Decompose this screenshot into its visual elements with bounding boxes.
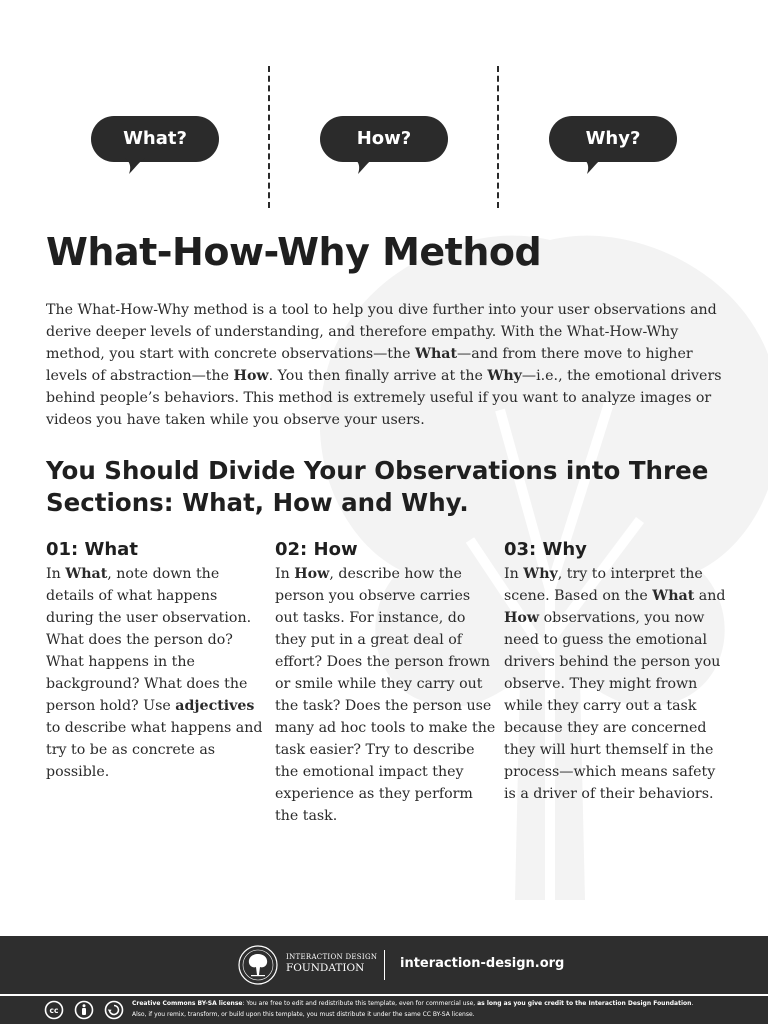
text-fragment: In	[504, 566, 524, 582]
text-bold: Why	[523, 566, 558, 582]
what-bubble-label: What?	[123, 128, 187, 149]
question-bubbles	[0, 62, 768, 212]
site-link[interactable]: interaction-design.org	[400, 956, 565, 971]
column-heading: 01: What	[46, 539, 138, 560]
what-bubble	[91, 116, 219, 162]
column-what	[46, 537, 268, 783]
text-fragment: and	[694, 588, 726, 604]
text-fragment: In	[275, 566, 295, 582]
by-icon	[74, 1000, 94, 1020]
license-text	[132, 998, 762, 1020]
divider-dashed-1	[268, 66, 270, 208]
column-text	[504, 563, 726, 805]
column-why	[504, 537, 726, 805]
license-name: Creative Commons BY-SA license	[132, 1000, 243, 1007]
license-fragment: : You are free to edit and redistribute this template, even for commercial use,	[242, 1000, 478, 1007]
column-how	[275, 537, 497, 827]
section-subtitle: You Should Divide Your Observations into Three Sections: What, How and Why.	[46, 456, 709, 517]
intro-text: The What-How-Why method is a tool to help you dive further into your user observations and derive deeper levels of understanding, and therefore empathy. With the What-How-Why method, you start with concrete observations—the	[46, 302, 717, 362]
text-bold: What	[652, 588, 695, 604]
column-heading: 03: Why	[504, 539, 587, 560]
intro-text: . You then finally arrive at the	[268, 368, 488, 384]
footer-separator	[0, 994, 768, 996]
text-fragment: observations, you now need to guess the emotional drivers behind the person you observe. They might frown while they carry out a task because they are concerned they will hurt themself in the process—which means safety is a driver of their behaviors.	[504, 610, 721, 802]
intro-text: —i.e., the emotional drivers behind people’s behaviors. This method is extremely useful if you want to analyze images or videos you have taken while you observe your users.	[46, 368, 722, 428]
speech-tail-icon	[354, 158, 374, 174]
text-fragment: to describe what happens and try to be as concrete as possible.	[46, 720, 263, 780]
intro-why: Why	[487, 368, 522, 384]
text-bold: adjectives	[175, 698, 255, 714]
logo-line-1: INTERACTION DESIGN	[286, 953, 378, 961]
license-fragment: .	[691, 1000, 694, 1007]
intro-how: How	[233, 368, 269, 384]
footer	[0, 936, 768, 1024]
footer-divider	[384, 950, 385, 980]
text-bold: How	[294, 566, 330, 582]
cc-icon	[44, 1000, 64, 1020]
divider-dashed-2	[497, 66, 499, 208]
intro-text: —and from there move to higher levels of abstraction—the	[46, 346, 693, 384]
license-credit: as long as you give credit to the Interaction Design Foundation	[477, 1000, 692, 1007]
how-bubble-label: How?	[356, 128, 412, 149]
text-fragment: , note down the details of what happens during the user observation. What does the person do? What happens in the background? What does the person hold? Use	[46, 566, 252, 714]
speech-tail-icon	[583, 158, 603, 174]
speech-tail-icon	[125, 158, 145, 174]
column-text	[275, 563, 497, 827]
tree-logo-icon	[238, 945, 278, 985]
why-bubble-label: Why?	[585, 128, 641, 149]
sa-icon	[104, 1000, 124, 1020]
why-bubble	[549, 116, 677, 162]
page-title: What-How-Why Method	[46, 230, 542, 274]
text-fragment: In	[46, 566, 66, 582]
column-text	[46, 563, 268, 783]
column-heading: 02: How	[275, 539, 358, 560]
text-bold: What	[65, 566, 108, 582]
intro-what: What	[415, 346, 458, 362]
how-bubble	[320, 116, 448, 162]
foundation-logo-text	[286, 952, 377, 975]
text-bold: How	[504, 610, 540, 626]
text-fragment: , try to interpret the scene. Based on the	[504, 566, 703, 604]
svg-text:cc: cc	[49, 1006, 59, 1015]
text-fragment: , describe how the person you observe carries out tasks. For instance, do they put in a great deal of effort? Does the person frown or smile while they carry out the task? Does the person use many ad hoc tools to make the task easier? Try to describe the emotional impact they experience as they perform the task.	[275, 566, 496, 824]
license-share-alike: Also, if you remix, transform, or build upon this template, you must distribute it under the same CC BY-SA license.	[132, 1011, 475, 1018]
intro-paragraph	[46, 299, 736, 431]
logo-line-2: FOUNDATION	[286, 962, 365, 974]
